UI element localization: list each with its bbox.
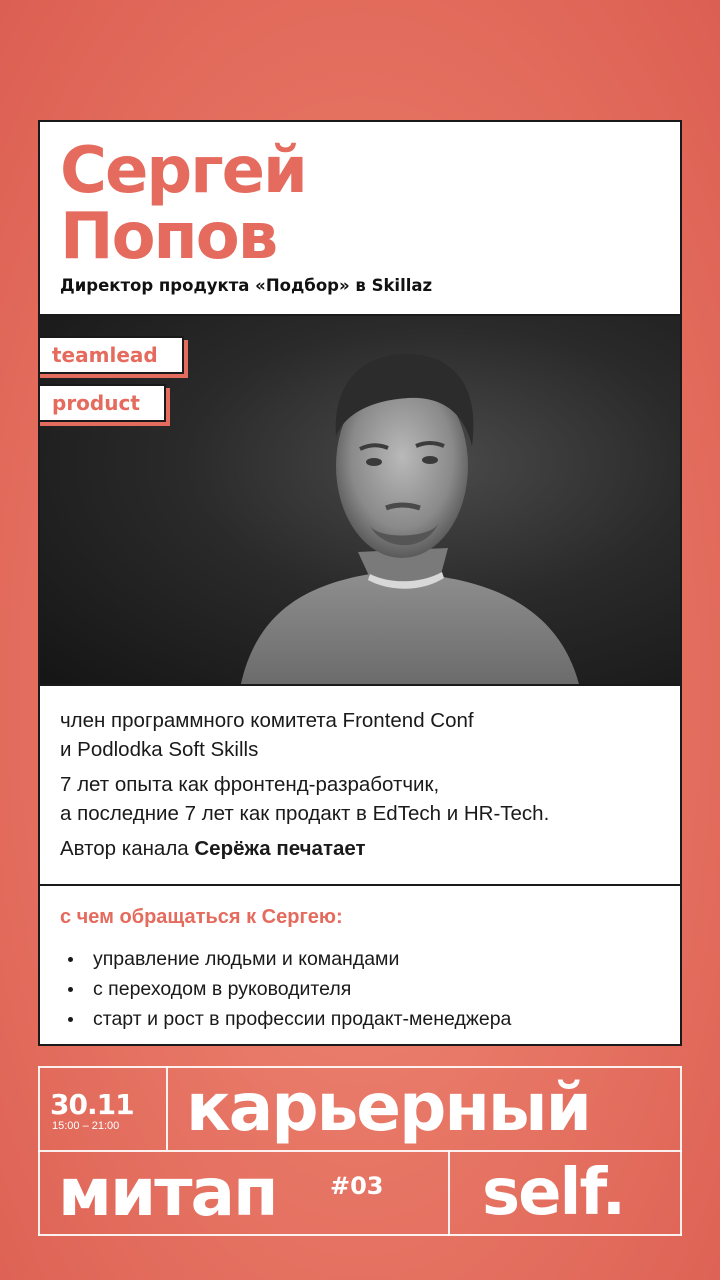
speaker-last-name: Попов bbox=[60, 200, 277, 274]
topic-text: с переходом в руководителя bbox=[93, 978, 352, 1000]
list-item bbox=[68, 974, 511, 1004]
list-item bbox=[68, 1004, 511, 1034]
speaker-name bbox=[60, 134, 306, 274]
event-date: 30.11 bbox=[50, 1088, 134, 1121]
bullet-icon bbox=[68, 1017, 73, 1022]
channel-name: Серёжа печатает bbox=[194, 837, 366, 860]
brand-logo: self. bbox=[482, 1156, 625, 1230]
speaker-first-name: Сергей bbox=[60, 134, 306, 208]
bullet-icon bbox=[68, 957, 73, 962]
topics-section bbox=[40, 884, 680, 1044]
about-line-4: а последние 7 лет как продакт в EdTech и HR-Tech. bbox=[60, 802, 550, 825]
list-item bbox=[68, 944, 511, 974]
topic-text: старт и рост в профессии продакт-менеджера bbox=[93, 1008, 512, 1030]
event-issue: #03 bbox=[330, 1172, 384, 1200]
footer-divider bbox=[166, 1066, 168, 1150]
footer-divider bbox=[680, 1066, 682, 1236]
about-line-2: и Podlodka Soft Skills bbox=[60, 738, 259, 761]
event-title-word-2: митап bbox=[58, 1154, 277, 1231]
footer-divider bbox=[38, 1066, 40, 1236]
topic-text: управление людьми и командами bbox=[93, 948, 400, 970]
about-line-3: 7 лет опыта как фронтенд-разработчик, bbox=[60, 773, 440, 796]
tag-teamlead: teamlead bbox=[40, 336, 184, 374]
speaker-photo bbox=[40, 314, 680, 686]
channel-prefix: Автор канала bbox=[60, 837, 195, 860]
footer-divider bbox=[448, 1150, 450, 1236]
speaker-job-title: Директор продукта «Подбор» в Skillaz bbox=[60, 276, 433, 295]
event-time: 15:00 – 21:00 bbox=[52, 1120, 120, 1132]
bullet-icon bbox=[68, 987, 73, 992]
tag-product: product bbox=[40, 384, 166, 422]
speaker-about bbox=[60, 706, 662, 869]
event-footer bbox=[0, 1066, 720, 1266]
about-line-1: член программного комитета Frontend Conf bbox=[60, 709, 474, 732]
footer-divider bbox=[38, 1234, 682, 1236]
speaker-card bbox=[38, 120, 682, 1046]
topics-list bbox=[68, 944, 511, 1034]
topics-heading: с чем обращаться к Сергею: bbox=[60, 906, 343, 928]
event-title-word-1: карьерный bbox=[186, 1069, 590, 1146]
